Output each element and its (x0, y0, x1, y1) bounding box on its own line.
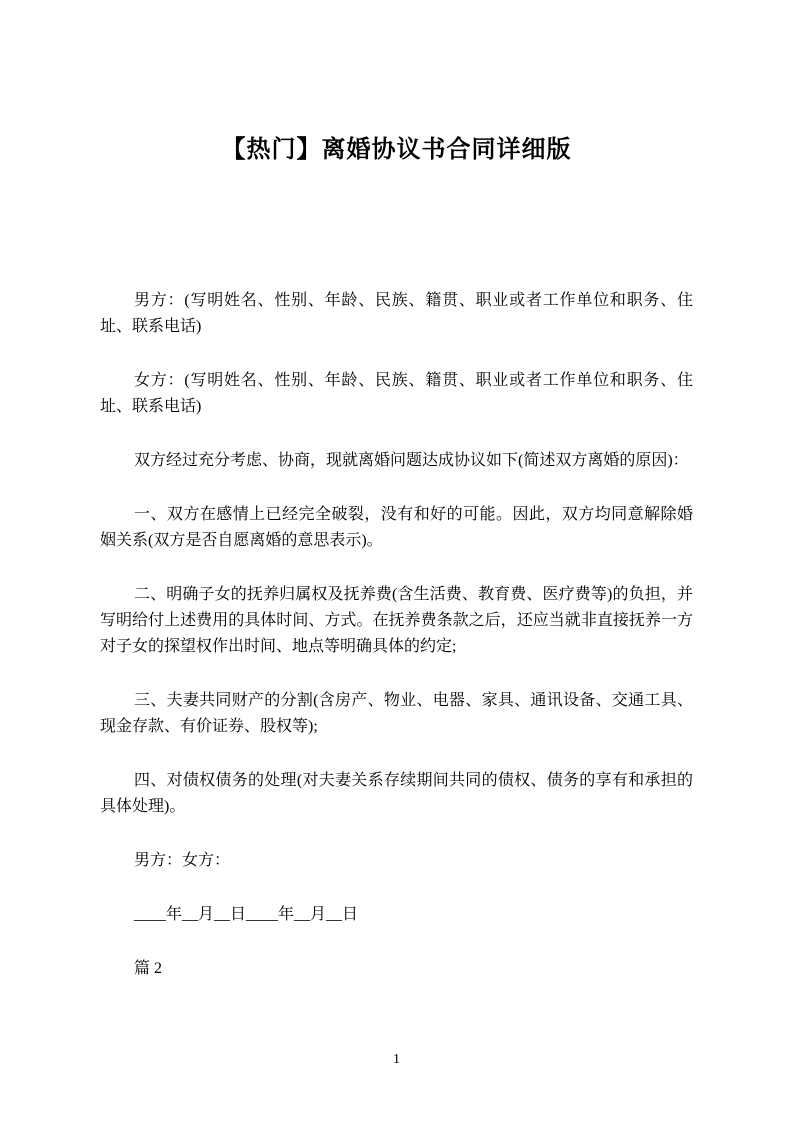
document-title: 【热门】离婚协议书合同详细版 (221, 137, 572, 163)
signature-line: 男方：女方： (134, 852, 231, 869)
section-2-marker: 篇 2 (134, 960, 163, 977)
party-woman-info: 女方：(写明姓名、性别、年龄、民族、籍贯、职业或者工作单位和职务、住址、联系电话) (100, 372, 693, 415)
date-line: ____年__月__日____年__月__日 (134, 906, 359, 923)
clause-3-property-division: 三、夫妻共同财产的分割(含房产、物业、电器、家具、通讯设备、交通工具、现金存款、有价证券、股权等); (100, 692, 693, 735)
clause-1-divorce-consent: 一、双方在感情上已经完全破裂，没有和好的可能。因此，双方均同意解除婚姻关系(双方是否自愿离婚的意思表示)。 (100, 506, 693, 549)
document-body (100, 288, 693, 982)
agreement-intro: 双方经过充分考虑、协商，现就离婚问题达成协议如下(简述双方离婚的原因)： (134, 452, 689, 469)
page-number: 1 (393, 1052, 400, 1067)
clause-2-child-custody: 二、明确子女的抚养归属权及抚养费(含生活费、教育费、医疗费等)的负担，并写明给付上述费用的具体时间、方式。在抚养费条款之后，还应当就非直接抚养一方对子女的探望权作出时间、地点等明确具体的约定; (100, 586, 693, 655)
party-man-info: 男方：(写明姓名、性别、年龄、民族、籍贯、职业或者工作单位和职务、住址、联系电话) (100, 292, 693, 335)
clause-4-debts: 四、对债权债务的处理(对夫妻关系存续期间共同的债权、债务的享有和承担的具体处理)。 (100, 772, 693, 815)
